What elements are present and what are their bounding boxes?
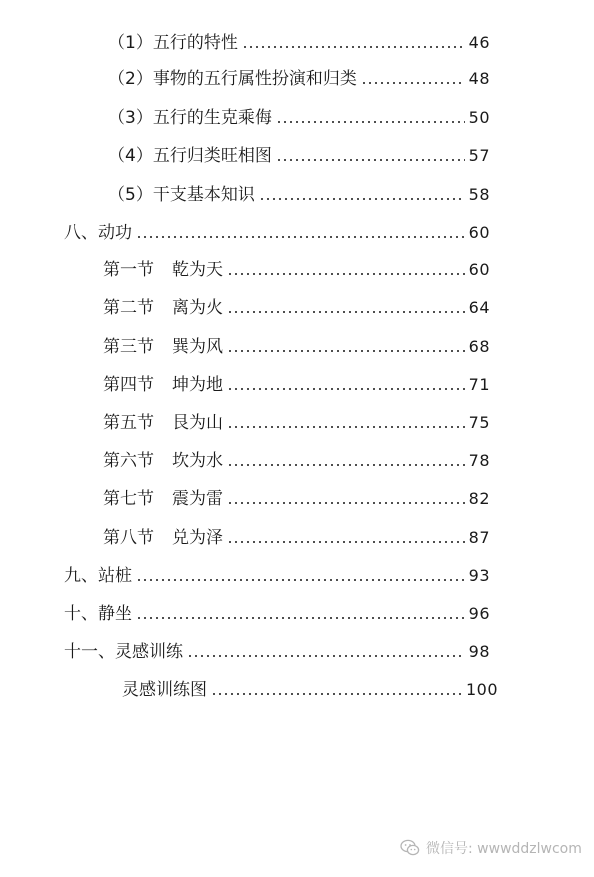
section-number: 第八节 [103, 528, 154, 548]
toc-entry-page: 71 [468, 375, 490, 394]
leader-dots [227, 273, 465, 275]
toc-entry [103, 372, 490, 396]
toc-entry-page: 75 [468, 413, 490, 432]
toc-entry [108, 105, 490, 129]
toc-entry-label: 十一、灵感训练 [64, 642, 183, 662]
toc-entry-page: 87 [468, 528, 490, 547]
leader-dots [227, 311, 465, 313]
toc-entry-label: （3）五行的生克乘侮 [108, 108, 272, 128]
toc-entry [64, 563, 490, 587]
section-number: 第七节 [103, 489, 154, 509]
toc-entry [108, 66, 490, 90]
section-title: 巽为风 [172, 337, 223, 357]
toc-entry-page: 60 [468, 260, 490, 279]
toc-entry-label: 灵感训练图 [122, 680, 207, 700]
leader-dots [242, 46, 465, 48]
section-number: 第二节 [103, 298, 154, 318]
section-number: 第三节 [103, 337, 154, 357]
toc-entry-page: 82 [468, 489, 490, 508]
toc-entry-page: 78 [468, 451, 490, 470]
leader-dots [211, 693, 462, 695]
toc-entry [103, 295, 490, 319]
toc-entry [122, 677, 498, 701]
section-title: 艮为山 [172, 413, 223, 433]
section-number: 第一节 [103, 260, 154, 280]
section-number: 第五节 [103, 413, 154, 433]
toc-entry [103, 525, 490, 549]
toc-entry-label: （1）五行的特性 [108, 33, 238, 53]
toc-entry-label: 八、动功 [64, 223, 132, 243]
wechat-icon [400, 839, 420, 857]
toc-entry-page: 68 [468, 337, 490, 356]
toc-entry-label: 十、静坐 [64, 604, 132, 624]
leader-dots [187, 655, 465, 657]
toc-entry [64, 601, 490, 625]
toc-entry [64, 639, 490, 663]
leader-dots [276, 121, 465, 123]
toc-entry-page: 64 [468, 298, 490, 317]
toc-entry-page: 57 [468, 146, 490, 165]
toc-entry-label: 九、站桩 [64, 566, 132, 586]
leader-dots [227, 541, 465, 543]
toc-entry [103, 448, 490, 472]
leader-dots [227, 502, 465, 504]
toc-entry [103, 410, 490, 434]
toc-entry [103, 486, 490, 510]
leader-dots [227, 426, 465, 428]
section-title: 坎为水 [172, 451, 223, 471]
toc-entry-page: 93 [468, 566, 490, 585]
leader-dots [259, 198, 465, 200]
section-title: 兑为泽 [172, 528, 223, 548]
toc-entry-page: 98 [468, 642, 490, 661]
toc-entry-label: （5）干支基本知识 [108, 185, 255, 205]
toc-entry [103, 257, 490, 281]
toc-entry-page: 46 [468, 33, 490, 52]
watermark-text: 微信号: wwwddzlwcom [426, 841, 582, 857]
section-title: 乾为天 [172, 260, 223, 280]
leader-dots [136, 236, 465, 238]
leader-dots [276, 159, 465, 161]
leader-dots [227, 388, 465, 390]
section-title: 震为雷 [172, 489, 223, 509]
section-number: 第六节 [103, 451, 154, 471]
leader-dots [227, 350, 465, 352]
toc-entry-label: （4）五行归类旺相图 [108, 146, 272, 166]
toc-entry [108, 182, 490, 206]
section-title: 坤为地 [172, 375, 223, 395]
toc-entry-page: 100 [465, 680, 498, 699]
toc-entry-page: 58 [468, 185, 490, 204]
leader-dots [361, 82, 465, 84]
leader-dots [136, 579, 465, 581]
toc-entry-page: 50 [468, 108, 490, 127]
toc-entry-page: 96 [468, 604, 490, 623]
leader-dots [227, 464, 465, 466]
toc-entry-page: 48 [468, 69, 490, 88]
toc-entry [64, 220, 490, 244]
leader-dots [136, 617, 465, 619]
toc-entry-page: 60 [468, 223, 490, 242]
section-number: 第四节 [103, 375, 154, 395]
toc-entry [108, 143, 490, 167]
toc-entry [108, 30, 490, 54]
watermark [400, 838, 582, 858]
section-title: 离为火 [172, 298, 223, 318]
toc-entry [103, 334, 490, 358]
toc-entry-label: （2）事物的五行属性扮演和归类 [108, 69, 357, 89]
